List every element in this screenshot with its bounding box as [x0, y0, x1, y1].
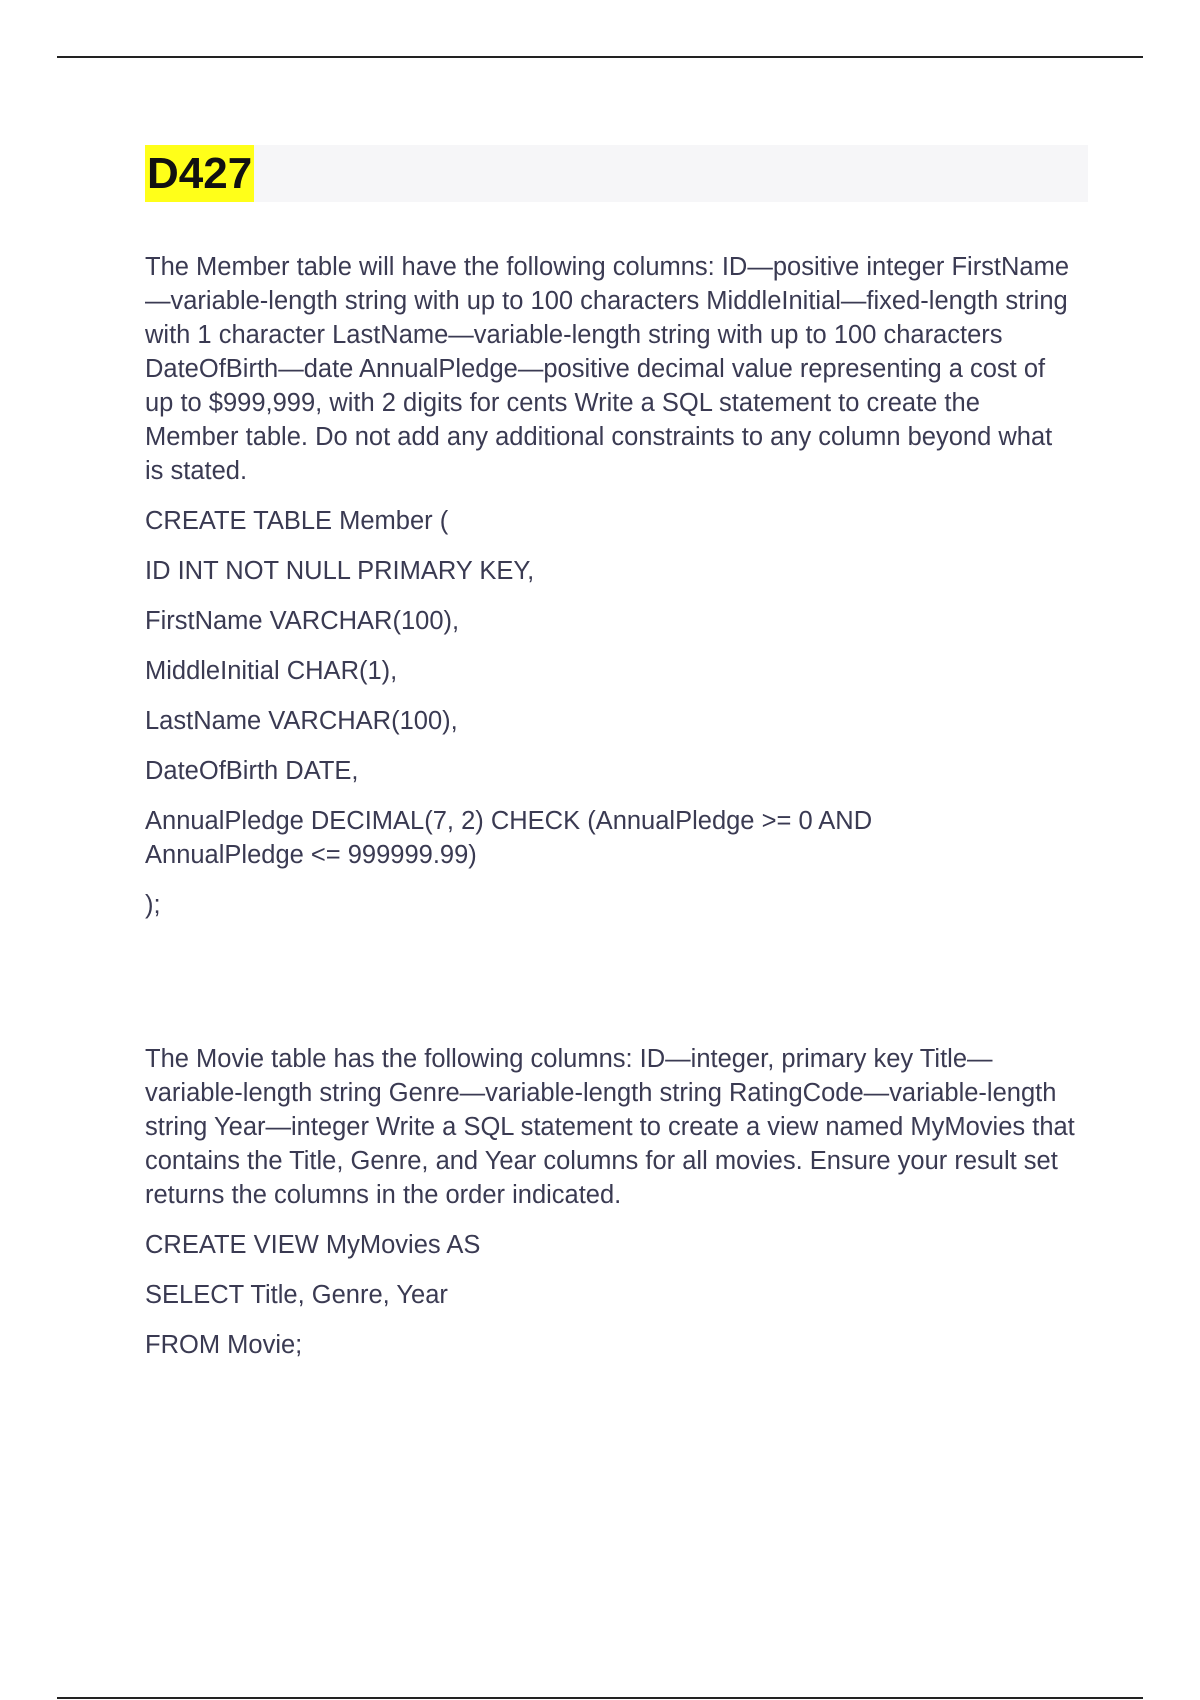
answer-1-line: ID INT NOT NULL PRIMARY KEY,: [145, 557, 535, 585]
answer-1-line: LastName VARCHAR(100),: [145, 707, 458, 735]
answer-1-line: AnnualPledge DECIMAL(7, 2) CHECK (AnnualPledge >= 0 AND AnnualPledge <= 999999.99): [145, 807, 873, 869]
question-1-prompt: The Member table will have the following columns: ID—positive integer FirstName—variable-length string with up to 100 characters MiddleInitial—fixed-length string with 1 character LastName—variable-length string with up to 100 characters DateOfBirth—date AnnualPledge—positive decimal value representing a cost of up to $999,999, with 2 digits for cents Write a SQL statement to create the Member table. Do not add any additional constraints to any column beyond what is stated.: [145, 253, 1070, 485]
answer-1-line: DateOfBirth DATE,: [145, 757, 359, 785]
answer-1-line: CREATE TABLE Member (: [145, 507, 449, 535]
top-divider: [57, 56, 1143, 58]
question-2-prompt: The Movie table has the following columns: ID—integer, primary key Title—variable-length string Genre—variable-length string RatingCode—variable-length string Year—integer Write a SQL statement to create a view named MyMovies that contains the Title, Genre, and Year columns for all movies. Ensure your result set returns the columns in the order indicated.: [145, 1045, 1075, 1209]
answer-1-line: MiddleInitial CHAR(1),: [145, 657, 398, 685]
document-body: [145, 250, 1075, 1362]
section-spacer: [145, 922, 1075, 1042]
answer-2-line: CREATE VIEW MyMovies AS: [145, 1231, 481, 1259]
answer-1-line: );: [145, 891, 161, 919]
bottom-divider: [57, 1697, 1143, 1699]
answer-1-line: FirstName VARCHAR(100),: [145, 607, 460, 635]
page-title: D427: [145, 145, 254, 202]
answer-2-line: SELECT Title, Genre, Year: [145, 1281, 448, 1309]
title-band: [145, 145, 1088, 202]
answer-2-line: FROM Movie;: [145, 1331, 303, 1359]
